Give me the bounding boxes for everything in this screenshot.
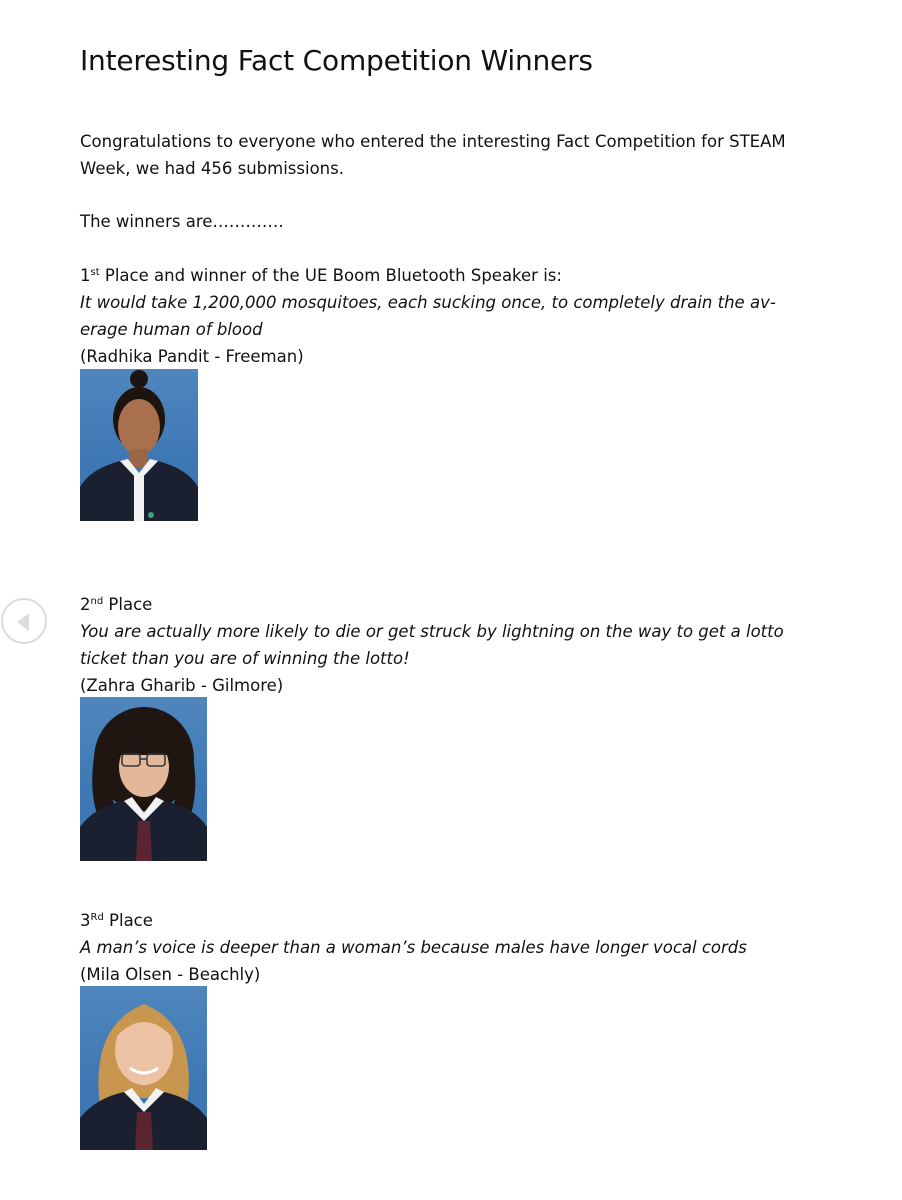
- third-place-section: [80, 907, 800, 988]
- second-place-section: [80, 591, 800, 699]
- third-place-person: (Mila Olsen - Beachly): [80, 965, 261, 984]
- page-title: Interesting Fact Competition Winners: [80, 44, 593, 77]
- third-place-fact: A man’s voice is deeper than a woman’s because males have longer vocal cords: [80, 938, 747, 957]
- first-place-photo: [80, 369, 198, 521]
- first-place-person: (Radhika Pandit - Freeman): [80, 347, 304, 366]
- first-place-section: [80, 262, 790, 370]
- intro-paragraph: Congratulations to everyone who entered the interesting Fact Competition for STEAM Week, we had 456 submissions.: [80, 132, 786, 178]
- third-place-heading: 3Rd Place: [80, 911, 153, 930]
- second-place-photo: [80, 697, 207, 861]
- first-place-heading: 1st Place and winner of the UE Boom Bluetooth Speaker is:: [80, 266, 562, 285]
- second-place-fact: You are actually more likely to die or get struck by lightning on the way to get a lotto ticket than you are of winning the lotto!: [80, 622, 784, 668]
- winners-lead: The winners are………….: [80, 212, 284, 231]
- chevron-left-icon[interactable]: [1, 598, 47, 644]
- second-place-heading: 2nd Place: [80, 595, 153, 614]
- first-place-fact: It would take 1,200,000 mosquitoes, each sucking once, to completely drain the av-erage human of blood: [80, 293, 776, 339]
- third-place-photo: [80, 986, 207, 1150]
- second-place-person: (Zahra Gharib - Gilmore): [80, 676, 284, 695]
